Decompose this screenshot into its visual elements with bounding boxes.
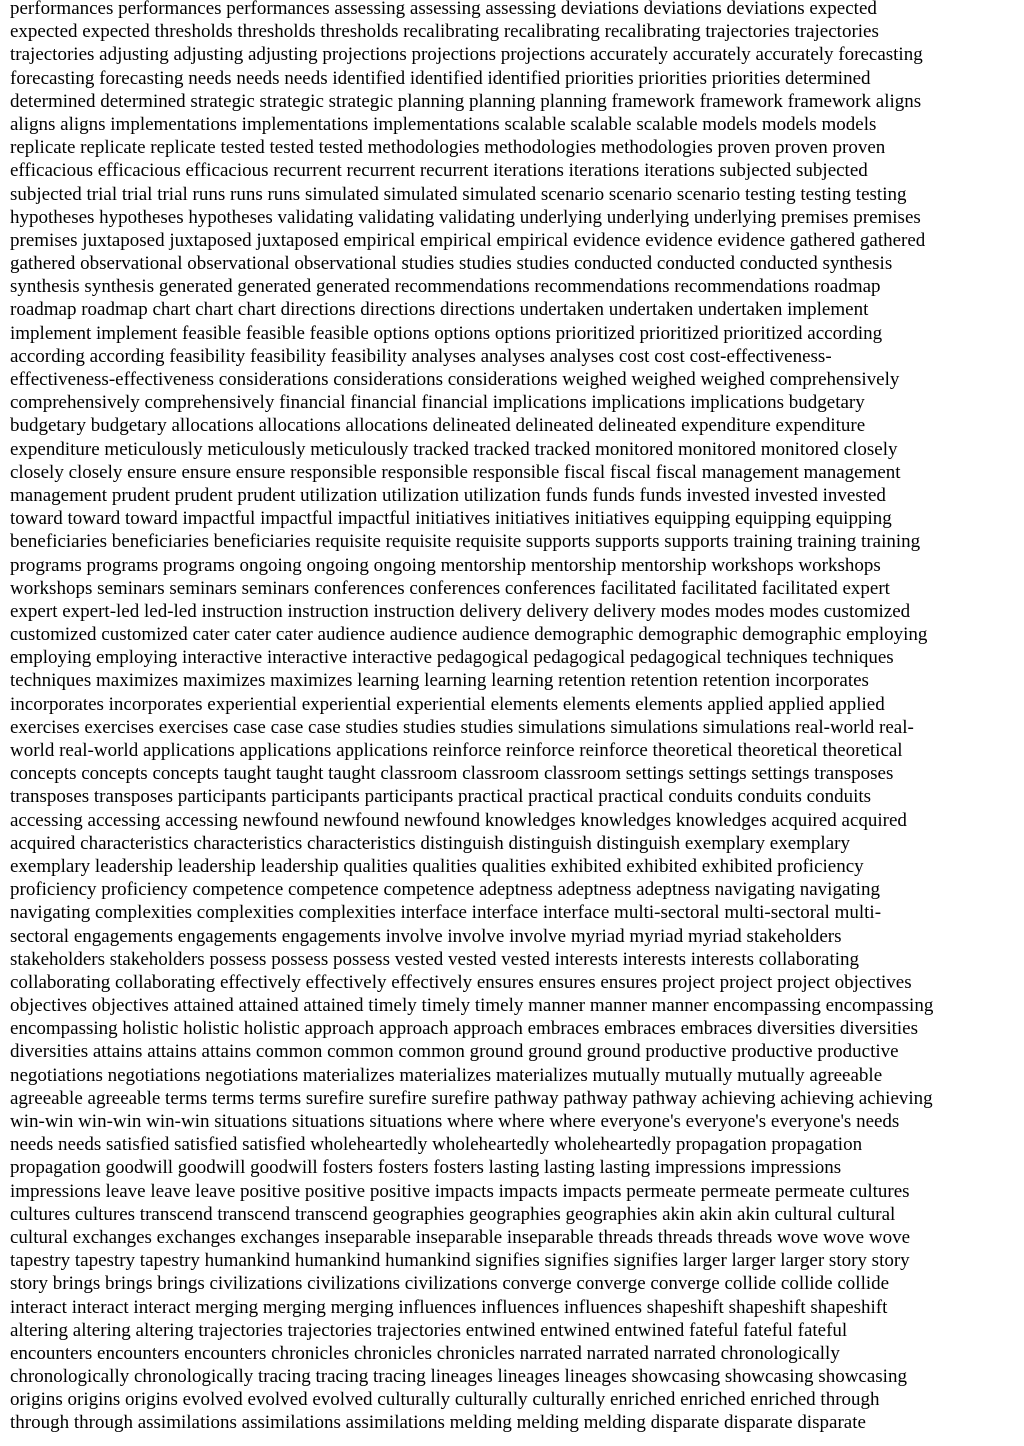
text-line: management prudent prudent prudent utilization utilization utilization funds funds funds invested invested invested [10,484,886,506]
text-line: expert expert-led led-led instruction instruction instruction delivery delivery delivery modes modes modes customized [10,600,911,622]
text-line: interact interact interact merging merging merging influences influences influences shapeshift shapeshift shapeshift [10,1296,888,1318]
text-line: proficiency proficiency competence competence competence adeptness adeptness adeptness navigating navigating [10,879,880,901]
text-line: world real-world applications applications applications reinforce reinforce reinforce theoretical theoretical theoretical [10,740,903,761]
text-line: synthesis synthesis generated generated generated recommendations recommendations recommendations roadmap [10,276,881,298]
text-line: workshops seminars seminars seminars conferences conferences conferences facilitated facilitated facilitated expert [10,577,890,599]
text-line: aligns aligns implementations implementations implementations scalable scalable scalable models models models [10,113,877,135]
text-line: customized customized cater cater cater audience audience audience demographic demographic demographic employing [10,624,928,646]
text-line: replicate replicate replicate tested tested tested methodologies methodologies methodologies proven proven proven [10,137,886,159]
text-line: premises juxtaposed juxtaposed juxtaposed empirical empirical empirical evidence evidence evidence gathered gathered [10,229,926,251]
text-line: trajectories adjusting adjusting adjusting projections projections projections accurately accurately accurately forecasting [10,44,923,66]
text-line: stakeholders stakeholders possess possess possess vested vested vested interests interests interests collaborating [10,948,860,970]
text-line: win-win win-win win-win situations situations situations where where where everyone's everyone's everyone's needs [10,1111,900,1132]
text-line: comprehensively comprehensively financial financial financial implications implications implications budgetary [10,392,865,414]
text-line: performances performances performances assessing assessing assessing deviations deviations deviations expected [10,0,877,19]
text-line: transposes transposes participants participants participants practical practical practical conduits conduits conduits [10,786,872,808]
text-line: determined determined strategic strategic strategic planning planning planning framework framework framework aligns [10,90,922,112]
text-line: gathered observational observational observational studies studies studies conducted conducted conducted synthesis [10,253,893,275]
text-line: propagation goodwill goodwill goodwill fosters fosters fosters lasting lasting lasting impressions impressions [10,1157,842,1179]
text-line: subjected trial trial trial runs runs runs simulated simulated simulated scenario scenario scenario testing testing testing [10,183,907,205]
text-line: story brings brings brings civilizations civilizations civilizations converge converge converge collide collide collide [10,1273,890,1295]
text-line: diversities attains attains attains common common common ground ground ground productive productive productive [10,1041,899,1063]
text-line: forecasting forecasting needs needs needs identified identified identified priorities priorities priorities determined [10,67,871,89]
text-line: agreeable agreeable terms terms terms surefire surefire surefire pathway pathway pathway achieving achieving achieving [10,1087,933,1109]
text-line: tapestry tapestry tapestry humankind humankind humankind signifies signifies signifies larger larger larger story story [10,1250,910,1272]
text-line: navigating complexities complexities complexities interface interface interface multi-sectoral multi-sectoral multi- [10,902,882,924]
text-line: acquired characteristics characteristics characteristics distinguish distinguish distinguish exemplary exemplary [10,832,850,854]
text-line: through through assimilations assimilations assimilations melding melding melding disparate disparate disparate [10,1412,866,1434]
text-line: programs programs programs ongoing ongoing ongoing mentorship mentorship mentorship workshops workshops [10,554,881,576]
text-line: incorporates incorporates experiential experiential experiential elements elements elements applied applied applied [10,693,885,715]
text-line: concepts concepts concepts taught taught taught classroom classroom classroom settings settings settings transposes [10,763,894,785]
text-line: according according feasibility feasibility feasibility analyses analyses analyses cost cost cost-effectiveness- [10,345,832,367]
text-line: needs needs satisfied satisfied satisfied wholeheartedly wholeheartedly wholeheartedly propagation propagation [10,1134,863,1156]
text-line: collaborating collaborating effectively effectively effectively ensures ensures ensures project project project objectives [10,971,912,993]
text-line: negotiations negotiations negotiations materializes materializes materializes mutually mutually mutually agreeable [10,1064,883,1086]
text-line: objectives objectives attained attained attained timely timely timely manner manner manner encompassing encompassing [10,995,934,1017]
text-line: closely closely ensure ensure ensure responsible responsible responsible fiscal fiscal fiscal management management [10,461,901,483]
text-line: cultural exchanges exchanges exchanges inseparable inseparable inseparable threads threads threads wove wove wove [10,1226,911,1248]
text-line: hypotheses hypotheses hypotheses validating validating validating underlying underlying underlying premises premises [10,206,921,228]
text-line: beneficiaries beneficiaries beneficiaries requisite requisite requisite supports supports supports training training training [10,531,921,553]
text-line: encompassing holistic holistic holistic approach approach approach embraces embraces embraces diversities diversities [10,1018,918,1040]
text-line: exercises exercises exercises case case case studies studies studies simulations simulations simulations real-world real- [10,716,914,738]
text-line: sectoral engagements engagements engagements involve involve involve myriad myriad myriad stakeholders [10,925,842,947]
text-line: expected expected thresholds thresholds thresholds recalibrating recalibrating recalibrating trajectories trajectories [10,21,879,43]
text-line: encounters encounters encounters chronicles chronicles chronicles narrated narrated narrated chronologically [10,1342,840,1364]
text-line: accessing accessing accessing newfound newfound newfound knowledges knowledges knowledges acquired acquired [10,809,907,831]
text-line: efficacious efficacious efficacious recurrent recurrent recurrent iterations iterations iterations subjected subjected [10,160,868,182]
text-line: employing employing interactive interactive interactive pedagogical pedagogical pedagogical techniques techniques [10,647,894,669]
text-line: chronologically chronologically tracing tracing tracing lineages lineages lineages showcasing showcasing showcasing [10,1366,907,1388]
text-line: effectiveness-effectiveness considerations considerations considerations weighed weighed weighed comprehensively [10,369,900,390]
text-line: implement implement feasible feasible feasible options options options prioritized prioritized prioritized according [10,322,883,344]
text-line: roadmap roadmap chart chart chart directions directions directions undertaken undertaken undertaken implement [10,299,869,321]
text-line: origins origins origins evolved evolved evolved culturally culturally culturally enriched enriched enriched through [10,1389,880,1411]
text-line: impressions leave leave leave positive positive positive impacts impacts impacts permeate permeate permeate cultures [10,1180,910,1202]
text-line: techniques maximizes maximizes maximizes learning learning learning retention retention retention incorporates [10,670,869,692]
text-line: cultures cultures transcend transcend transcend geographies geographies geographies akin akin akin cultural cultural [10,1203,896,1225]
text-line: expenditure meticulously meticulously meticulously tracked tracked tracked monitored monitored monitored closely [10,438,898,460]
text-line: exemplary leadership leadership leadership qualities qualities qualities exhibited exhibited exhibited proficiency [10,855,864,877]
text-line: budgetary budgetary allocations allocations allocations delineated delineated delineated expenditure expenditure [10,415,866,437]
text-line: toward toward toward impactful impactful impactful initiatives initiatives initiatives equipping equipping equipping [10,508,892,530]
text-line: altering altering altering trajectories trajectories trajectories entwined entwined entwined fateful fateful fateful [10,1319,848,1341]
